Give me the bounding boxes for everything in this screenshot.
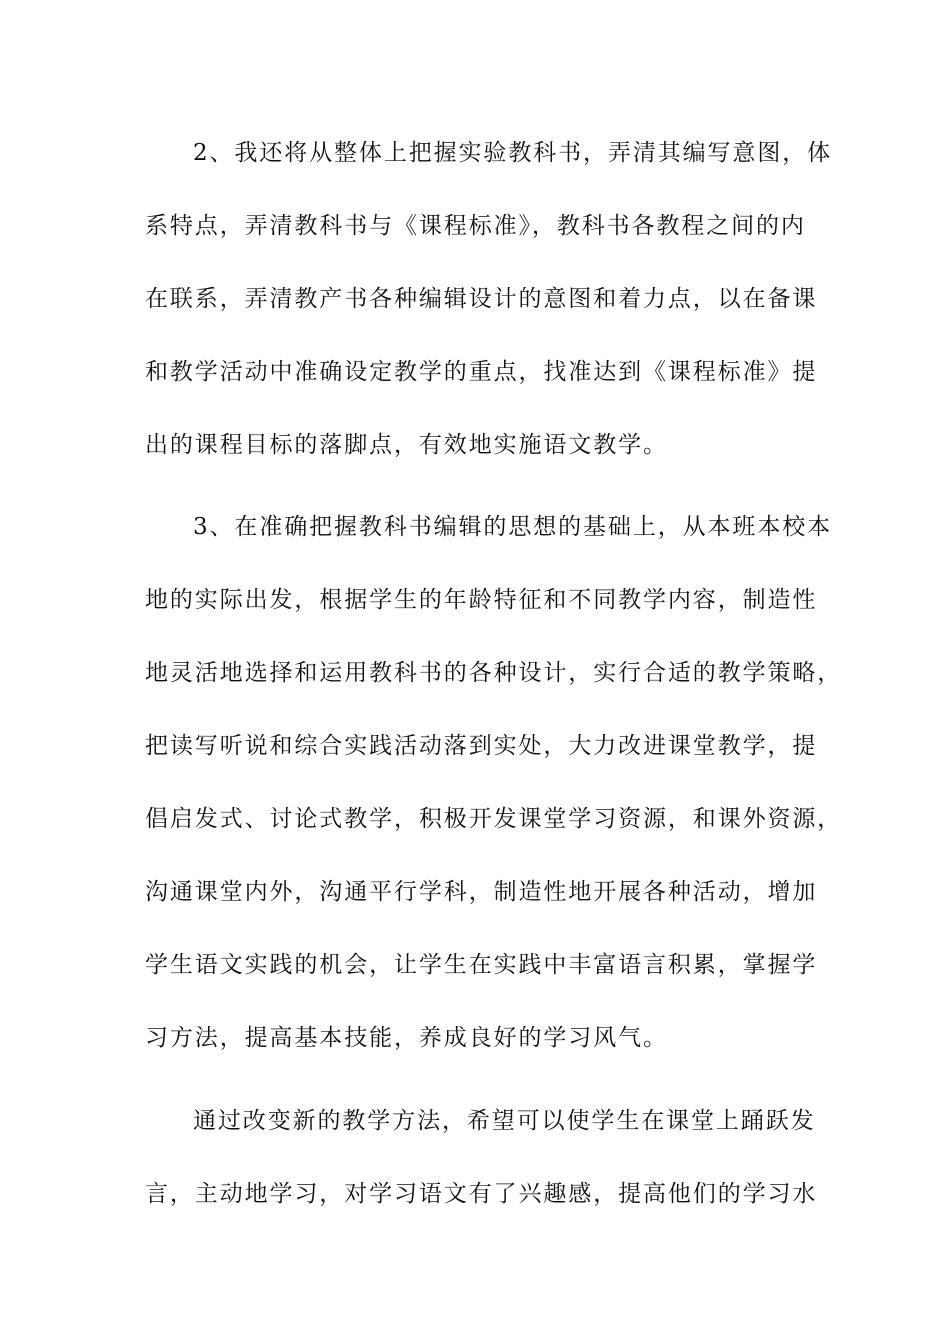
paragraph-4-line-2: 言，主动地学习，对学习语文有了兴趣感，提高他们的学习水 — [145, 1181, 818, 1207]
paragraph-3-line-3: 地灵活地选择和运用教科书的各种设计，实行合适的教学策略， — [145, 660, 843, 686]
paragraph-2-line-4: 和教学活动中准确设定教学的重点，找准达到《课程标准》提 — [145, 359, 818, 385]
paragraph-3-line-8: 习方法，提高基本技能，养成良好的学习风气。 — [145, 1025, 668, 1051]
paragraph-2-line-2: 系特点，弄清教科书与《课程标准》，教科书各教程之间的内 — [145, 213, 806, 239]
paragraph-3-line-4: 把读写听说和综合实践活动落到实处，大力改进课堂教学，提 — [145, 733, 818, 759]
paragraph-2-line-3: 在联系，弄清教产书各种编辑设计的意图和着力点，以在备课 — [145, 286, 818, 312]
paragraph-2-line-5: 出的课程目标的落脚点，有效地实施语文教学。 — [145, 432, 668, 458]
paragraph-3-line-7: 学生语文实践的机会，让学生在实践中丰富语言积累，掌握学 — [145, 952, 818, 978]
paragraph-2-line-1: 2、我还将从整体上把握实验教科书，弄清其编写意图，体 — [193, 140, 833, 166]
paragraph-3-line-6: 沟通课堂内外，沟通平行学科，制造性地开展各种活动，增加 — [145, 879, 818, 905]
paragraph-3-line-1: 3、在准确把握教科书编辑的思想的基础上，从本班本校本 — [193, 514, 833, 540]
paragraph-3-line-2: 地的实际出发，根据学生的年龄特征和不同教学内容，制造性 — [145, 587, 818, 613]
paragraph-4-line-1: 通过改变新的教学方法，希望可以使学生在课堂上踊跃发 — [193, 1108, 816, 1134]
paragraph-3-line-5: 倡启发式、讨论式教学，积极开发课堂学习资源，和课外资源， — [145, 806, 843, 832]
